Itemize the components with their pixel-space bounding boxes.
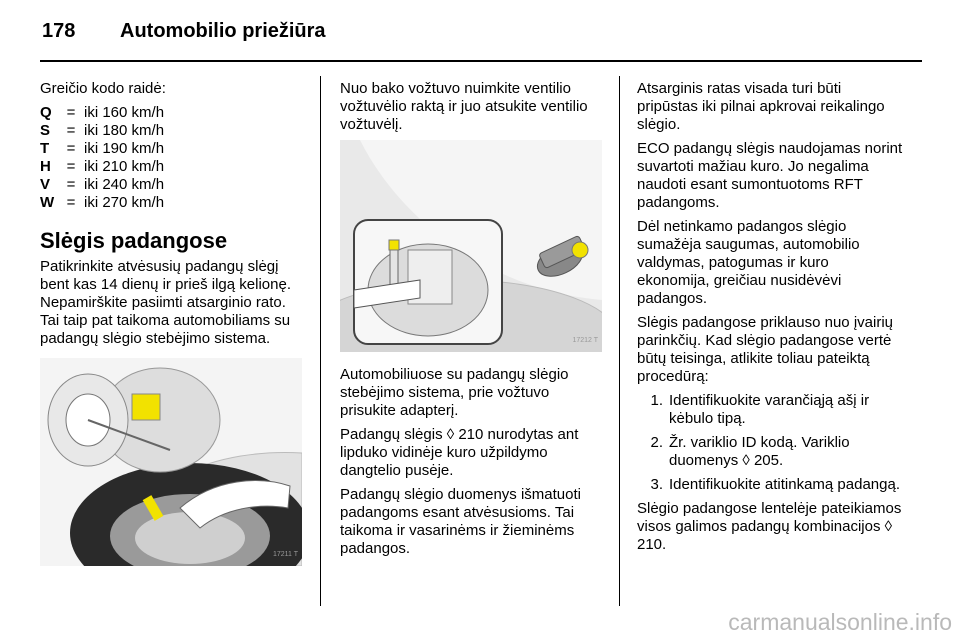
- procedure-step: [637, 434, 905, 470]
- column-2: [340, 80, 604, 564]
- procedure-step: [637, 392, 905, 428]
- page-header: [42, 20, 326, 43]
- speed-code-row: [40, 122, 308, 140]
- cold-tire-paragraph: Padangų slėgio duomenys išmatuoti padangoms esant atvėsusioms. Tai taikoma ir vasarinėms ir žieminėms padangos.: [340, 486, 581, 557]
- speed-code: V: [40, 176, 51, 193]
- valve-cap-illustration: [340, 140, 602, 352]
- speed-code: Q: [40, 104, 52, 121]
- speed-code: S: [40, 122, 51, 139]
- speed-value: iki 210 km/h: [84, 158, 165, 175]
- step-text: Identifikuokite varančiąją ašį ir kėbulo tipą.: [669, 392, 870, 427]
- speed-code-row: [40, 104, 308, 122]
- tire-valve-illustration: [40, 358, 302, 566]
- valve-cap-drawing: [340, 140, 602, 352]
- header-rule: [40, 60, 922, 62]
- spare-wheel-paragraph: Atsarginis ratas visada turi būti pripūstas iki pilnai apkrovai reikalingo slėgio.: [637, 80, 885, 133]
- speed-code: W: [40, 194, 55, 211]
- column-1: [40, 80, 308, 566]
- speed-value: iki 190 km/h: [84, 140, 165, 157]
- section-heading: Slėgis padangose: [40, 228, 228, 253]
- tire-pressure-paragraph: Patikrinkite atvėsusių padangų slėgį bent kas 14 dienų ir prieš ilgą kelionę. Nepamirškite pasiimti atsarginio rato. Tai taip pat taikoma automobiliams su padangų slėgio stebėjimo sistema.: [40, 258, 291, 347]
- step-text: Identifikuokite atitinkamą padangą.: [669, 476, 900, 493]
- speed-value: iki 270 km/h: [84, 194, 165, 211]
- speed-eq: =: [66, 140, 76, 157]
- step-number: 1.: [650, 392, 663, 409]
- speed-value: iki 180 km/h: [84, 122, 165, 139]
- column-divider-2: [619, 76, 620, 606]
- column-3: [637, 80, 905, 560]
- speed-eq: =: [66, 194, 76, 211]
- step-number: 3.: [650, 476, 663, 493]
- page-title: Automobilio priežiūra: [120, 20, 326, 42]
- incorrect-pressure-paragraph: Dėl netinkamo padangos slėgio sumažėja saugumas, automobilio valdymas, patogumas ir kuro ekonomija, greičiau nusidėvėvi padangos.: [637, 218, 860, 307]
- figure-code: 17212 T: [572, 337, 598, 344]
- speed-code-list: [40, 104, 308, 212]
- figure-code: 17211 T: [272, 551, 298, 558]
- pressure-table-paragraph: Slėgio padangose lentelėje pateikiamos visos galimos padangų kombinacijos ◊ 210.: [637, 500, 902, 553]
- watermark: carmanualsonline.info: [728, 609, 952, 635]
- procedure-steps: [637, 392, 905, 494]
- procedure-intro-paragraph: Slėgis padangose priklauso nuo įvairių parinkčių. Kad slėgio padangose vertė būtų teisinga, atlikite toliau pateiktą procedūrą:: [637, 314, 893, 385]
- speed-code: T: [40, 140, 50, 157]
- speed-eq: =: [66, 122, 76, 139]
- step-number: 2.: [650, 434, 663, 451]
- speed-code-row: [40, 140, 308, 158]
- speed-eq: =: [66, 104, 76, 121]
- speed-code-row: [40, 176, 308, 194]
- speed-intro: Greičio kodo raidė:: [40, 80, 166, 97]
- pressure-label-paragraph: Padangų slėgis ◊ 210 nurodytas ant lipduko vidinėje kuro užpildymo dangtelio pusėje.: [340, 426, 579, 479]
- speed-code: H: [40, 158, 51, 175]
- column-divider-1: [320, 76, 321, 606]
- speed-value: iki 240 km/h: [84, 176, 165, 193]
- procedure-step: [637, 476, 905, 494]
- page-number: 178: [42, 20, 76, 42]
- speed-code-row: [40, 194, 308, 212]
- speed-eq: =: [66, 176, 76, 193]
- speed-eq: =: [66, 158, 76, 175]
- valve-paragraph: Nuo bako vožtuvo nuimkite ventilio vožtuvėlio raktą ir juo atsukite ventilio vožtuvėlį.: [340, 80, 588, 133]
- adapter-paragraph: Automobiliuose su padangų slėgio stebėjimo sistema, prie vožtuvo prisukite adapterį.: [340, 366, 569, 419]
- tire-inflation-drawing: [40, 358, 302, 566]
- speed-code-row: [40, 158, 308, 176]
- eco-pressure-paragraph: ECO padangų slėgis naudojamas norint suvartoti mažiau kuro. Jo negalima naudoti esant sumontuotoms RFT padangoms.: [637, 140, 903, 211]
- speed-value: iki 160 km/h: [84, 104, 165, 121]
- step-text: Žr. variklio ID kodą. Variklio duomenys ◊ 205.: [669, 434, 850, 469]
